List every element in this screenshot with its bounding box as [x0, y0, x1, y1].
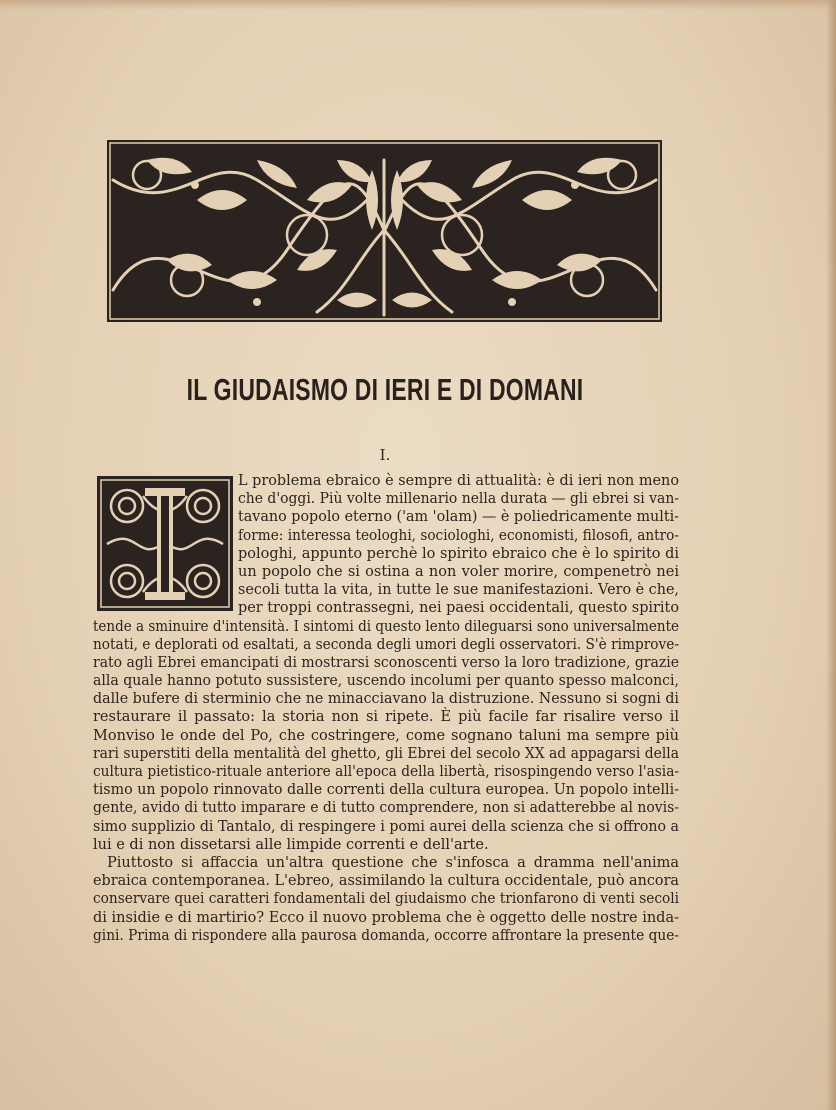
body-line: alla quale hanno potuto sussistere, uscendo incolumi per quanto spesso malconci, — [93, 673, 679, 690]
body-line: ebraica contemporanea. L'ebreo, assimilando la cultura occidentale, può ancora — [93, 873, 679, 890]
body-line: un popolo che si ostina a non voler morire, compenetrò nei — [238, 563, 679, 580]
article-body — [93, 472, 679, 945]
body-line: dalle bufere di sterminio che ne minacciavano la distruzione. Nessuno si sogni di — [93, 691, 679, 708]
body-line: conservare quei caratteri fondamentali del giudaismo che trionfarono di venti secoli — [93, 891, 679, 908]
page-edge-top — [0, 0, 836, 10]
body-line: tismo un popolo rinnovato dalle correnti della cultura europea. Un popolo intelli- — [93, 782, 679, 799]
body-line: gini. Prima di rispondere alla paurosa domanda, occorre affrontare la presente que- — [93, 927, 679, 944]
body-line: per troppi contrassegni, nei paesi occidentali, questo spirito — [238, 600, 679, 617]
body-line: di insidie e di martirio? Ecco il nuovo problema che è oggetto delle nostre inda- — [93, 909, 679, 926]
floral-ornament-icon — [107, 140, 662, 322]
body-line: rato agli Ebrei emancipati di mostrarsi sconoscenti verso la loro tradizione, grazie — [93, 654, 679, 671]
body-line: gente, avido di tutto imparare e di tutto comprendere, non si adatterebbe al novis- — [93, 800, 679, 817]
body-line: forme: interessa teologhi, sociologhi, economisti, filosofi, antro- — [238, 527, 679, 544]
body-line: L problema ebraico è sempre di attualità: è di ieri non meno — [238, 473, 679, 489]
body-line: lui e di non dissetarsi alle limpide correnti e dell'arte. — [93, 836, 489, 853]
body-line: tende a sminuire d'intensità. I sintomi di questo lento dileguarsi sono universalmente — [93, 618, 679, 635]
section-numeral: I. — [379, 446, 391, 464]
body-line: secoli tutta la vita, in tutte le sue manifestazioni. Vero è che, — [238, 582, 679, 599]
page-edge-right — [826, 0, 836, 1110]
body-line: notati, e deplorati od esaltati, a seconda degli umori degli osservatori. S'è rimprove- — [93, 636, 679, 653]
body-line: Monviso le onde del Po, che costringere, come sognano taluni ma sempre più — [93, 727, 679, 744]
body-line: restaurare il passato: la storia non si ripete. È più facile far risalire verso il — [93, 709, 679, 726]
body-line: che d'oggi. Più volte millenario nella durata — gli ebrei si van- — [238, 491, 679, 508]
decorative-header-banner — [107, 140, 662, 322]
body-line: cultura pietistico-rituale anteriore all'epoca della libertà, risospingendo verso l'asia- — [93, 764, 679, 780]
body-line: tavano popolo eterno ('am 'olam) — è poliedricamente multi- — [238, 509, 679, 526]
body-line: simo supplizio di Tantalo, di respingere i pomi aurei della scienza che si offrono a — [93, 818, 679, 835]
body-line: rari superstiti della mentalità del ghetto, gli Ebrei del secolo XX ad appagarsi della — [93, 745, 679, 762]
body-line: Piuttosto si affaccia un'altra questione che s'infosca a dramma nell'anima — [107, 854, 679, 871]
body-line: pologhi, appunto perchè lo spirito ebraico che è lo spirito di — [238, 545, 679, 562]
article-title: IL GIUDAISMO DI IERI E DI DOMANI — [186, 372, 584, 407]
